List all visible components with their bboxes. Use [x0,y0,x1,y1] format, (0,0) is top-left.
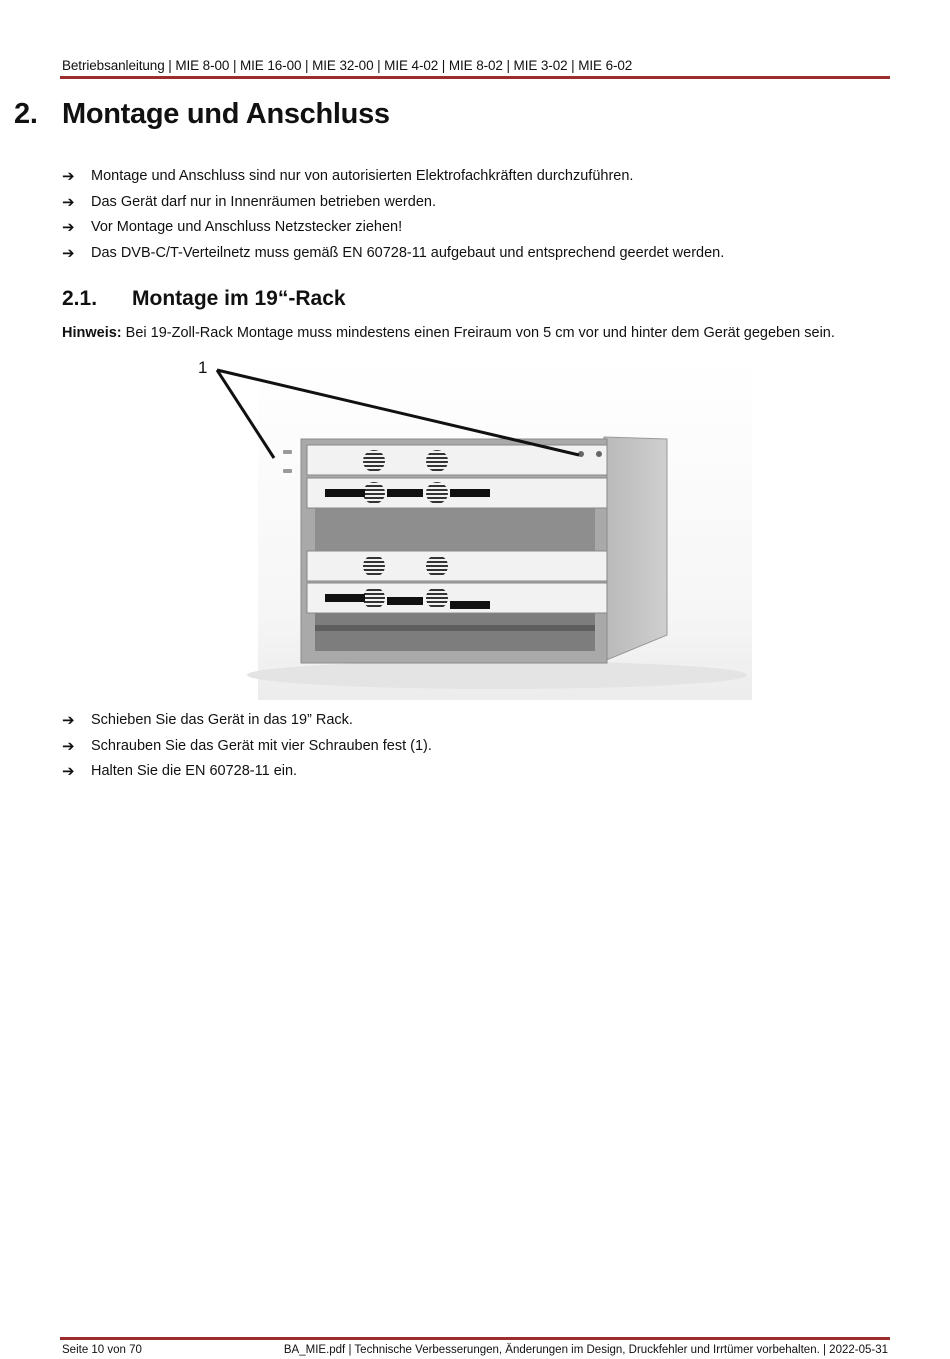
list-item: ➔ Vor Montage und Anschluss Netzstecker ziehen! [62,219,403,236]
rack-mounting-figure [197,357,752,700]
list-item: ➔ Das DVB-C/T-Verteilnetz muss gemäß EN 60728-11 aufgebaut und entsprechend geerdet werden. [62,244,725,262]
section-number: 2. [14,98,38,130]
list-item: ➔ Das Gerät darf nur in Innenräumen betrieben werden. [62,193,436,211]
subsection-heading [62,287,346,311]
list-item: ➔ Schrauben Sie das Gerät mit vier Schrauben fest (1). [62,737,432,755]
figure-callout-number: 1 [198,358,208,377]
arrow-right-icon: ➔ [62,737,75,755]
list-item: ➔ Montage und Anschluss sind nur von autorisierten Elektrofachkräften durchzuführen. [62,168,634,185]
arrow-right-icon: ➔ [62,193,75,211]
arrow-right-icon: ➔ [62,168,75,185]
arrow-right-icon: ➔ [62,244,75,262]
note-paragraph [62,325,835,341]
page-number: Seite 10 von 70 [62,1344,142,1356]
step-list [62,710,432,787]
header-rule [60,76,890,79]
list-item: ➔ Halten Sie die EN 60728-11 ein. [62,763,298,780]
footer-rule [60,1337,890,1340]
subsection-title: Montage im 19“-Rack [132,287,346,310]
footer-disclaimer: BA_MIE.pdf | Technische Verbesserungen, Änderungen im Design, Druckfehler und Irrtümer vorbehalten. | 2022-05-31 [283,1344,888,1356]
list-item: ➔ Schieben Sie das Gerät in das 19” Rack. [62,712,353,729]
running-header: Betriebsanleitung | MIE 8-00 | MIE 16-00 | MIE 32-00 | MIE 4-02 | MIE 8-02 | MIE 3-02 | MIE 6-02 [62,58,633,73]
note-text: Bei 19-Zoll-Rack Montage muss mindestens einen Freiraum von 5 cm vor und hinter dem Gerät gegeben sein. [121,325,835,341]
section-heading [14,98,390,131]
arrow-right-icon: ➔ [62,219,75,236]
section-title: Montage und Anschluss [62,98,390,130]
note-label: Hinweis: [62,325,122,341]
safety-bullet-list [62,166,724,268]
rack-side-panel [604,437,667,661]
arrow-right-icon: ➔ [62,763,75,780]
arrow-right-icon: ➔ [62,712,75,729]
subsection-number: 2.1. [62,287,98,310]
